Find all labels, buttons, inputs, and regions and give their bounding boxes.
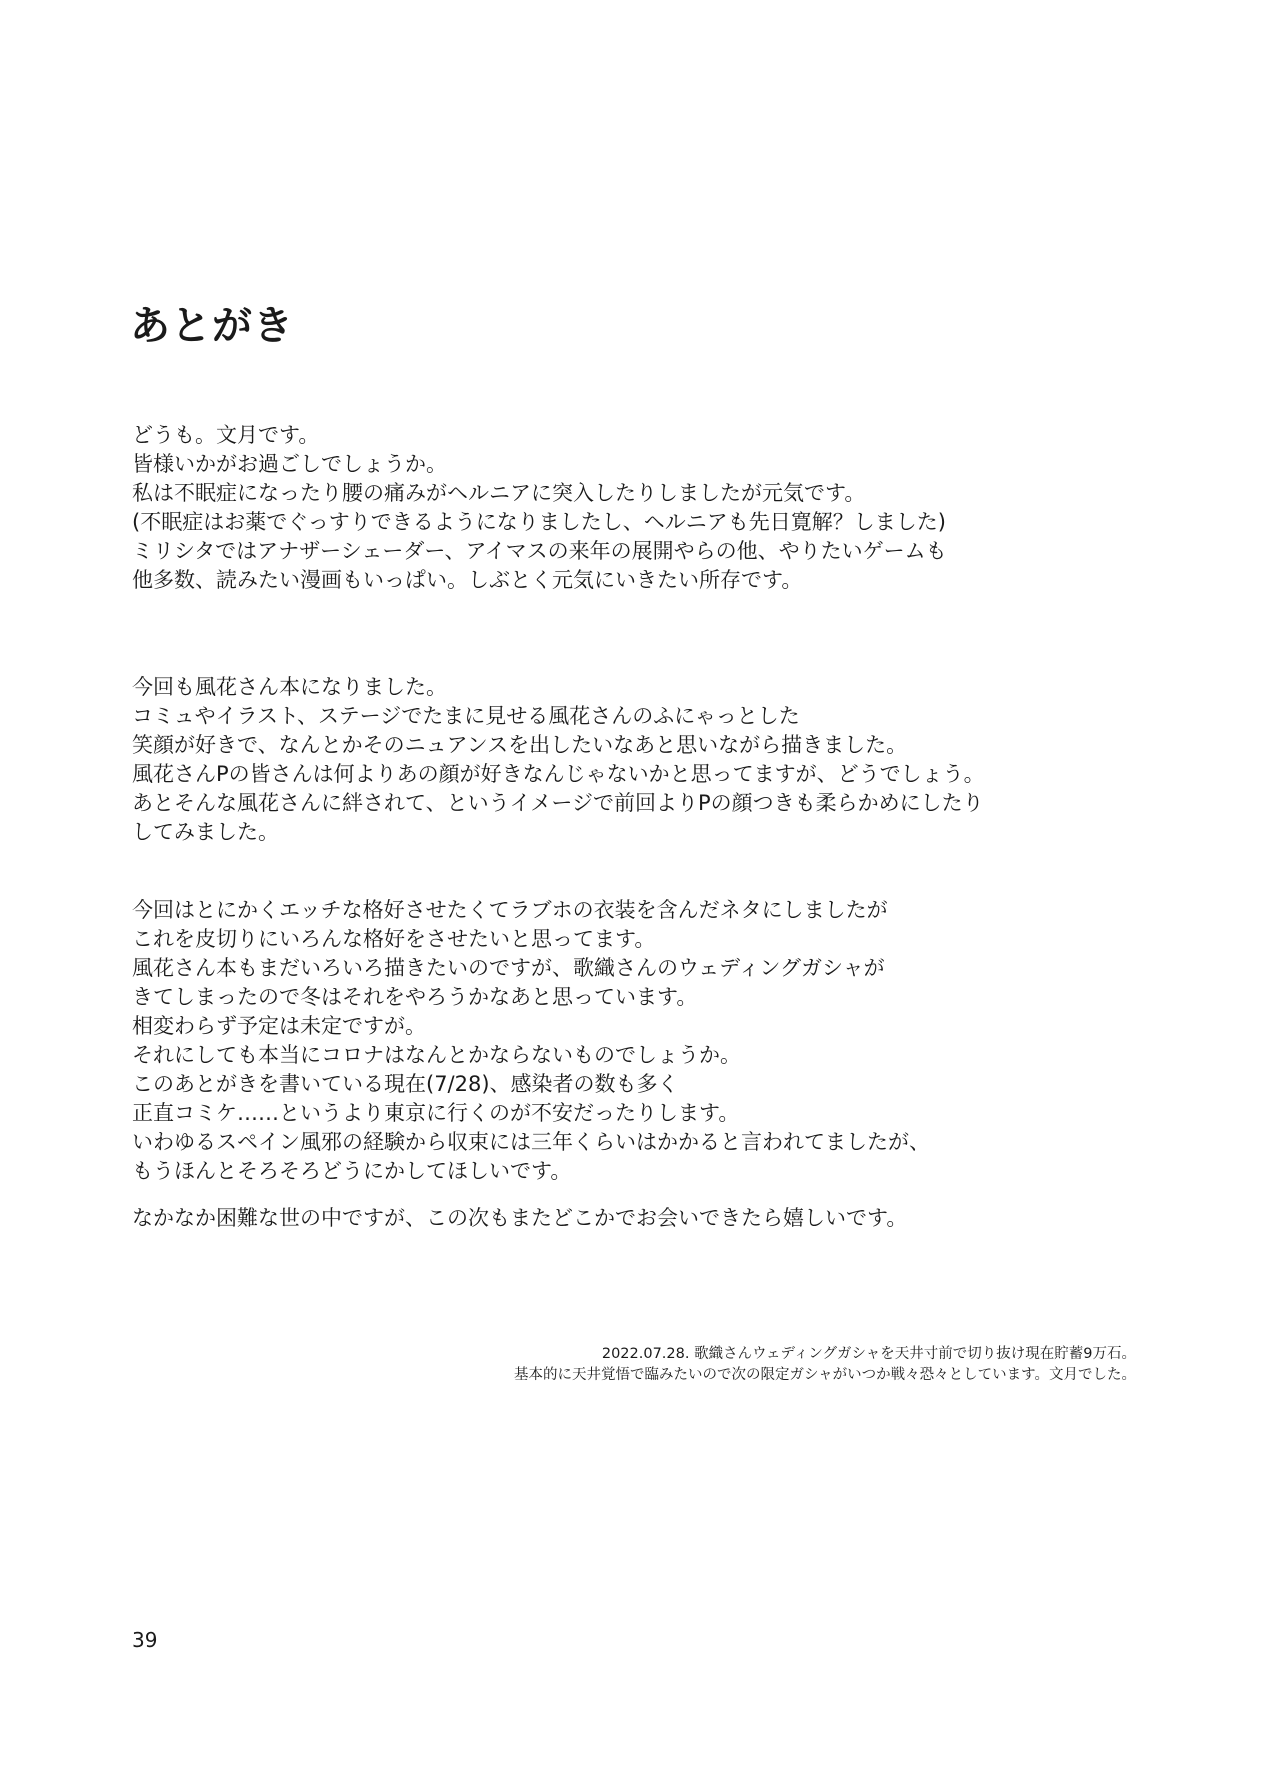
text-line: 相変わらず予定は未定ですが。 xyxy=(132,1014,426,1038)
text-line: きてしまったので冬はそれをやろうかなあと思っています。 xyxy=(132,985,698,1009)
note-line: 基本的に天井覚悟で臨みたいので次の限定ガシャがいつか戦々恐々としています。文月でした。 xyxy=(513,1367,1136,1383)
paragraph-future-plans xyxy=(132,896,1172,1186)
text-line: コミュやイラスト、ステージでたまに見せる風花さんのふにゃっとした xyxy=(132,704,800,728)
text-line: もうほんとそろそろどうにかしてほしいです。 xyxy=(132,1159,572,1183)
author-note xyxy=(336,1344,1136,1386)
text-line: それにしても本当にコロナはなんとかならないものでしょうか。 xyxy=(132,1043,741,1067)
text-line: 私は不眠症になったり腰の痛みがヘルニアに突入したりしましたが元気です。 xyxy=(132,481,866,505)
text-line: 風花さんPの皆さんは何よりあの顔が好きなんじゃないかと思ってますが、どうでしょう。 xyxy=(132,762,985,786)
note-line: 2022.07.28. 歌織さんウェディングガシャを天井寸前で切り抜け現在貯蓄9万石。 xyxy=(601,1346,1136,1362)
text-line: 今回はとにかくエッチな格好させたくてラブホの衣装を含んだネタにしましたが xyxy=(132,898,888,922)
paragraph-about-book xyxy=(132,673,1172,847)
text-line: 正直コミケ……というより東京に行くのが不安だったりします。 xyxy=(132,1101,740,1125)
text-line: 皆様いかがお過ごしでしょうか。 xyxy=(132,452,447,476)
text-line: いわゆるスペイン風邪の経験から収束には三年くらいはかかると言われてましたが、 xyxy=(132,1130,930,1154)
text-line: してみました。 xyxy=(132,820,279,844)
text-line: 今回も風花さん本になりました。 xyxy=(132,675,447,699)
page-number: 39 xyxy=(132,1628,158,1652)
text-line: (不眠症はお薬でぐっすりできるようになりましたし、ヘルニアも先日寛解？しました) xyxy=(132,510,946,534)
text-line: このあとがきを書いている現在(7/28)、感染者の数も多く xyxy=(132,1072,679,1096)
paragraph-closing xyxy=(132,1204,1172,1233)
text-line: 他多数、読みたい漫画もいっぱい。しぶとく元気にいきたい所存です。 xyxy=(132,568,803,592)
text-line: ミリシタではアナザーシェーダー、アイマスの来年の展開やらの他、やりたいゲームも xyxy=(132,539,947,563)
paragraph-greeting xyxy=(132,421,1172,595)
text-line: 風花さん本もまだいろいろ描きたいのですが、歌織さんのウェディングガシャが xyxy=(132,956,885,980)
text-line: 笑顔が好きで、なんとかそのニュアンスを出したいなあと思いながら描きました。 xyxy=(132,733,908,757)
text-line: なかなか困難な世の中ですが、この次もまたどこかでお会いできたら嬉しいです。 xyxy=(132,1206,908,1230)
text-line: これを皮切りにいろんな格好をさせたいと思ってます。 xyxy=(132,927,656,951)
page-title: あとがき xyxy=(130,303,294,349)
text-line: どうも。文月です。 xyxy=(132,423,320,447)
text-line: あとそんな風花さんに絆されて、というイメージで前回よりPの顔つきも柔らかめにしたり xyxy=(132,791,984,815)
